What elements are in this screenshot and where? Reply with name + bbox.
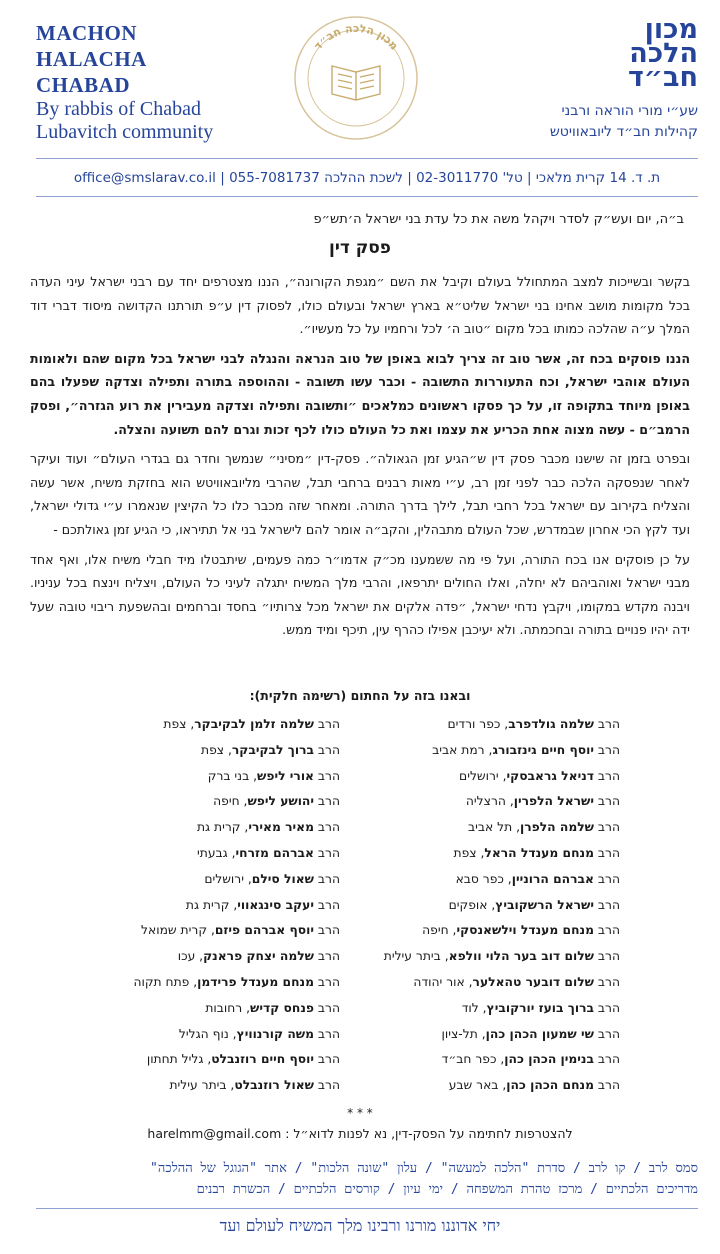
signature-title: הרב	[314, 1026, 340, 1041]
signature-entry	[340, 918, 620, 944]
signature-name: שלמה הלפרן	[520, 820, 594, 835]
signature-title: הרב	[594, 923, 620, 938]
signature-name: דניאל גראבסקי	[506, 768, 594, 783]
signature-place: , תל אביב	[468, 820, 520, 835]
signature-title: הרב	[594, 845, 620, 860]
signature-title: הרב	[594, 871, 620, 886]
signature-name: יוסף אברהם פיזם	[214, 923, 314, 938]
signature-title: הרב	[314, 897, 340, 912]
signature-entry	[340, 764, 620, 790]
signature-title: הרב	[314, 1052, 340, 1067]
signature-entry	[60, 867, 340, 893]
signature-name: אברהם מזרחי	[235, 845, 314, 860]
signature-entry	[60, 764, 340, 790]
signature-name: משה קורנוויץ	[236, 1026, 314, 1041]
signature-place: , אופקים	[448, 897, 496, 912]
signature-entry	[60, 789, 340, 815]
signature-name: אורי ליפש	[257, 768, 314, 783]
document-title: פסק דין	[328, 238, 391, 258]
signature-entry	[340, 867, 620, 893]
signature-entry	[340, 1022, 620, 1048]
signature-name: מנחם מענדל הראל	[484, 845, 594, 860]
signature-place: , פתח תקוה	[133, 974, 198, 989]
signature-entry	[340, 712, 620, 738]
signature-name: שלמה גולדפרב	[508, 717, 594, 731]
signature-name: יוסף חיים גינזבורג	[492, 742, 594, 757]
signature-name: פנחס קדיש	[250, 1000, 314, 1015]
signature-title: הרב	[314, 768, 340, 783]
signature-title: הרב	[314, 1078, 340, 1093]
english-subtitle-line: By rabbis of Chabad	[36, 98, 201, 120]
signature-place: , צפת	[453, 845, 485, 860]
signature-name: שלום דוב בער הלוי וולפא	[448, 949, 594, 964]
signature-place: , הרצליה	[465, 794, 514, 809]
hebrew-subtitle-line: קהילות חב״ד ליובאוויטש	[549, 124, 698, 140]
letterhead	[0, 0, 720, 180]
signature-entry	[60, 970, 340, 996]
signature-place: , אור יהודה	[413, 974, 473, 989]
signature-entry	[60, 1022, 340, 1048]
english-title-line: MACHON	[36, 21, 137, 45]
signature-name: שלום דובער טהאלער	[472, 974, 594, 989]
english-title-line: CHABAD	[36, 73, 131, 97]
signature-title: הרב	[594, 1052, 620, 1067]
signature-title: הרב	[314, 871, 340, 886]
signature-title: הרב	[314, 1000, 340, 1015]
separator-stars: * * *	[347, 1106, 373, 1120]
signature-place: , גליל תחתון	[146, 1052, 212, 1067]
signature-name: יעקב סינגאווי	[237, 897, 314, 912]
divider	[36, 1208, 698, 1209]
signatures-list	[60, 712, 620, 1102]
signature-entry	[60, 712, 340, 738]
signature-place: , חיפה	[213, 794, 248, 809]
signature-place: , צפת	[201, 742, 232, 757]
signature-name: יוסף חיים רוזנבלט	[211, 1052, 314, 1067]
signature-place: , צפת	[163, 717, 195, 731]
signature-place: , כפר חב״ד	[441, 1052, 505, 1067]
footer-slogan: יחי אדוננו מורנו ורבינו מלך המשיח לעולם ועד	[219, 1216, 501, 1235]
signature-title: הרב	[314, 742, 340, 757]
signature-title: הרב	[314, 820, 340, 835]
signature-title: הרב	[594, 1078, 620, 1093]
signature-entry	[340, 1073, 620, 1099]
signature-title: הרב	[594, 717, 620, 731]
signature-name: ישראל הרשקוביץ	[495, 897, 594, 912]
signature-title: הרב	[314, 949, 340, 964]
signature-entry	[340, 893, 620, 919]
signature-place: , גבעתי	[197, 845, 236, 860]
signature-name: ישראל הלפרין	[513, 794, 594, 809]
signature-place: , נוף הגליל	[178, 1026, 237, 1041]
signature-entry	[340, 996, 620, 1022]
signature-name: מנחם מענדל פרידמן	[197, 974, 314, 989]
hebrew-logo-line: מכון	[644, 14, 698, 45]
signature-title: הרב	[594, 974, 620, 989]
signature-title: הרב	[594, 949, 620, 964]
signature-place: , לוד	[461, 1000, 487, 1015]
signature-title: הרב	[314, 794, 340, 809]
signature-place: , רחובות	[205, 1000, 251, 1015]
signature-name: בנימין הכהן כהן	[504, 1052, 594, 1067]
hebrew-logo	[558, 14, 698, 93]
signature-entry	[60, 893, 340, 919]
signature-place: , ירושלים	[204, 871, 252, 886]
contact-line[interactable]: ת. ד. 14 קרית מלאכי | טל' 02-3011770 | לשכת ההלכה 055-7081737 | office@smslarav.co.il	[73, 170, 661, 186]
signature-name: אברהם הרוניין	[511, 871, 594, 886]
signatures-column-left	[60, 712, 340, 1099]
signature-entry	[60, 918, 340, 944]
signature-title: הרב	[594, 768, 620, 783]
signature-name: מנחם הכהן כהן	[506, 1078, 594, 1093]
paragraph: על כן פוסקים אנו בכח התורה, ועל פי מה ששמענו מכ״ק אדמו״ר כמה פעמים, שיתבטלו מיד חבלי משיח אלו, ואף אחד מבני ישראל ואוהביהם לא יחלה, ואלו החולים יתרפאו, והרבי מלך המשיח יתגלה לעיני כל העולם, ויצליח וינצח בכל עניניו. ויבנה מקדש במקומו, ויקבץ נדחי ישראל, ״פדה אלקים את ישראל מכל צרותיו״ בחסד וברחמים ובהשפעת ריבוי טובה שעל ידה יהיו פנויים בתורה ובחכמתה. ולא יעיכבן אפילו כהרף עין, תיכף ומיד ממש.	[30, 551, 690, 638]
signature-name: ברוך לבקיבקר	[231, 742, 314, 757]
signature-place: , כפר סבא	[455, 871, 512, 886]
signature-place: , כפר ורדים	[447, 717, 509, 731]
signature-entry	[60, 996, 340, 1022]
signature-title: הרב	[594, 897, 620, 912]
seal-logo-icon	[292, 14, 420, 142]
signature-entry	[60, 1047, 340, 1073]
signature-title: הרב	[594, 1026, 620, 1041]
english-title-line: HALACHA	[36, 47, 147, 71]
ruling-body	[30, 270, 690, 648]
signatures-heading: ובאנו בזה על החתום (רשימה חלקית):	[249, 688, 471, 703]
hebrew-logo-line: חב״ד	[627, 62, 698, 93]
join-instructions[interactable]: להצטרפות לחתימה על הפסק-דין, נא לפנות לדוא״ל : harelmm@gmail.com	[147, 1126, 573, 1141]
signature-entry	[60, 944, 340, 970]
signature-name: שאול סילם	[251, 871, 314, 886]
signature-entry	[340, 789, 620, 815]
signature-place: , בני ברק	[207, 768, 258, 783]
signature-place: , ביתר עילית	[169, 1078, 235, 1093]
hebrew-subtitle	[550, 101, 698, 143]
signature-entry	[340, 970, 620, 996]
signature-name: ברוך בועז יורקוביץ	[486, 1000, 594, 1015]
paragraph: ובפרט בזמן זה שישנו מכבר פסק דין ש״הגיע זמן הגאולה״. פסק-דין ״מסיני״ שנמשך וחדר גם בגדרי העולם״ ועוד ועיקר לאחר שנפסקה הלכה כבר לפני זמן רב, ע״י מאות רבנים ברחבי תבל, שהרבי מליובאוויטש הוא בחזקת משיח, אשר עשה והצליח בקירוב עם ישראל בכל רחבי תבל, לילך בדרך התורה. ומאחר שזה מכבר כלו כל הקיצין שנאמרו ע״י גדולי ישראל, ועד לקץ הכי אחרון שבמדרש, שכל העולם מתבהלין, והקב״ה אומר להם לישראל בני אל תתיראו, כי הגיע זמן גאולתכם -	[30, 451, 690, 537]
signature-place: , עכו	[177, 949, 204, 964]
signature-entry	[60, 841, 340, 867]
english-org-name	[36, 20, 147, 98]
signature-place: , קרית שמואל	[141, 923, 215, 938]
signature-place: , חיפה	[422, 923, 457, 938]
signature-entry	[340, 738, 620, 764]
seal-text: מכון הלכה חב״ד	[311, 21, 401, 53]
signature-place: , ירושלים	[459, 768, 507, 783]
signature-name: מאיר מאירי	[248, 820, 314, 835]
footer-services	[30, 1158, 698, 1200]
signature-name: שלמה זלמן לבקיבקר	[194, 717, 314, 731]
signature-title: הרב	[594, 794, 620, 809]
signature-entry	[340, 841, 620, 867]
signature-title: הרב	[594, 1000, 620, 1015]
divider	[36, 196, 698, 197]
paragraph: הננו פוסקים בכח זה, אשר טוב זה צריך לבוא באופן של טוב הנראה והנגלה לבני ישראל בכל מקום שהם ולאומות העולם אוהבי ישראל, וכח התעוררות התשובה - וכבר עשו תשובה - וההוספה בתורה ותפילה וצדקה שפעלו בהם באופן מיוחד בתקופה זו, על כך פסקו ראשונים כמלאכים ״ותשובה ותפילה וצדקה מעבירין את רוע הגזרה״, ופסק הרמב״ם - עשה מצוה אחת הכריע את עצמו ואת כל העולם כולו לכף זכות וגרם להם תשועה והצלה.	[30, 350, 690, 437]
signature-title: הרב	[594, 820, 620, 835]
footer-links-line[interactable]: סמס לרב / קו לרב / סדרת "הלכה למעשה" / עלון "שונה הלכות" / אתר "הגוגל של ההלכה"	[150, 1161, 698, 1176]
english-subtitle-line: Lubavitch community	[36, 121, 214, 143]
hebrew-logo-line: הלכה	[629, 38, 698, 69]
date-line: ב״ה, יום ועש״ק לסדר ויקהל משה את כל עדת בני ישראל ה׳תש״פ	[313, 212, 684, 227]
signature-place: , רמת אביב	[432, 742, 493, 757]
signature-name: שלמה יצחק פראנק	[203, 949, 314, 964]
signature-entry	[60, 1073, 340, 1099]
footer-links-line[interactable]: מדריכים הלכתיים / מרכז טהרת המשפחה / ימי עיון / קורסים הלכתיים / הכשרת רבנים	[196, 1182, 698, 1197]
signature-entry	[340, 1047, 620, 1073]
signature-entry	[340, 815, 620, 841]
signature-title: הרב	[314, 923, 340, 938]
signature-title: הרב	[314, 845, 340, 860]
signature-name: שי שמעון הכהן כהן	[485, 1026, 594, 1041]
signature-name: שאול רוזנבלט	[234, 1078, 314, 1093]
signature-place: , תל-ציון	[441, 1026, 486, 1041]
divider	[36, 158, 698, 159]
paragraph: בקשר ובשייכות למצב המתחולל בעולם וקיבל את השם ״מגפת הקורונה״, הננו מצטרפים יחד עם רבני ישראל עיני העדה בכל מקומות מושב אחינו בני ישראל שליט״א בארץ ישראל ובעולם כולו, לפסוק דין ע״פ תורתנו הקדושה מיסוד דברי דוד המלך ע״ה שהלכה כמותו בכל מקום ״טוב ה׳ לכל ורחמיו על כל מעשיו״.	[30, 274, 690, 337]
signature-place: , קרית גת	[196, 820, 249, 835]
hebrew-subtitle-line: שע״י מורי הוראה ורבני	[561, 103, 698, 119]
signature-title: הרב	[314, 974, 340, 989]
signature-place: , ביתר עילית	[383, 949, 449, 964]
signature-entry	[60, 815, 340, 841]
signature-name: מנחם מענדל וילשאנסקי	[456, 923, 594, 938]
signature-entry	[60, 738, 340, 764]
signature-name: יהושע ליפש	[247, 794, 314, 809]
signature-place: , באר שבע	[448, 1078, 507, 1093]
signature-entry	[340, 944, 620, 970]
signatures-column-right	[340, 712, 620, 1099]
signature-place: , קרית גת	[185, 897, 238, 912]
signature-title: הרב	[314, 717, 340, 731]
svg-text:מכון הלכה חב״ד	[311, 22, 400, 53]
english-subtitle	[36, 98, 213, 144]
signature-title: הרב	[594, 742, 620, 757]
